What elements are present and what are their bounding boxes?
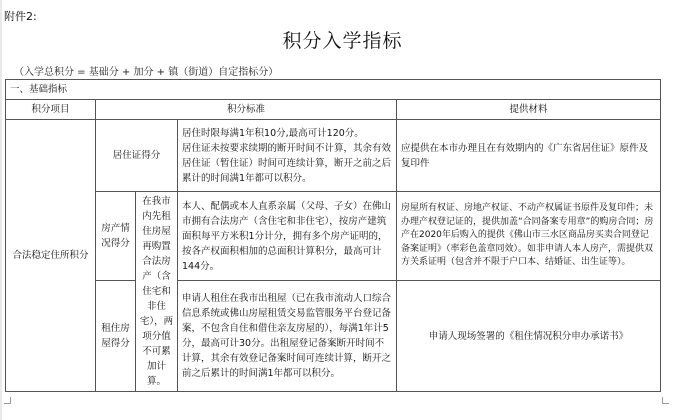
housing-standard: 本人、配偶或本人直系亲属（父母、子女）在佛山市拥有合法房产（含住宅和非住宅），按房产建筑面积每平方米积1分计分，拥有多个房产证明的，按各产权面积相加的总面积计算积分，最高可计144分。 bbox=[178, 192, 397, 281]
header-materials: 提供材料 bbox=[397, 100, 661, 120]
table-row bbox=[6, 281, 661, 392]
housing-note: 在我市内先租住房屋再购置合法房产（含住宅和非住宅），两项分值不可累加计算。 bbox=[136, 192, 178, 392]
residence-label: 居住证得分 bbox=[96, 120, 178, 192]
section-title: 一、基础指标 bbox=[6, 80, 661, 100]
section-row bbox=[6, 80, 661, 100]
page-edge bbox=[0, 0, 2, 420]
page-title: 积分入学指标 bbox=[282, 30, 403, 52]
housing-materials: 房屋所有权证、房地产权证、不动产权属证书原件及复印件；未办理产权登记证的，提供加盖“合同备案专用章”的购房合同；房产在2020年后购入的提供《佛山市三水区商品房买卖合同登记备案证明》（率彩色盖章同效）。如非申请人本人房产，需提供双方关系证明（包含并不限于户口本、结婚证、出生证等）。 bbox=[397, 192, 661, 281]
page-corner-mark bbox=[4, 397, 11, 404]
residence-standard: 居住时限每满1年积10分,最高可计120分。 居住证未按要求续期的断开时间不计算，其余有效居住证（暂住证）时间可连续计算，断开之前之后累计的时间满1年都可以积分。 bbox=[178, 120, 397, 192]
category-cell: 合法稳定住所积分 bbox=[6, 120, 96, 392]
header-item: 积分项目 bbox=[6, 100, 96, 120]
attachment-label: 附件2: bbox=[4, 10, 37, 23]
rental-materials: 申请人现场签署的《租住情况积分申办承诺书》 bbox=[397, 281, 661, 392]
residence-materials: 应提供在本市办理且在有效期内的《广东省居住证》原件及复印件 bbox=[397, 120, 661, 192]
formula-note: （入学总积分 = 基础分 + 加分 + 镇（街道）自定指标分） bbox=[14, 67, 279, 78]
table-row bbox=[6, 120, 661, 192]
rental-label: 租住房屋得分 bbox=[96, 281, 136, 392]
rental-standard: 申请人租住在我市出租屋（已在我市流动人口综合信息系统或佛山房屋租赁交易监管服务平台登记备案，不包含自住和借住亲友房屋的），每满1年计5分，最高可计30分。出租屋登记备案断开时间不计算，其余有效登记备案时间可连续计算，断开之前之后累计的时间满1年都可以积分。 bbox=[178, 281, 397, 392]
indicator-table bbox=[5, 79, 661, 392]
table-row bbox=[6, 192, 661, 281]
header-standard: 积分标准 bbox=[96, 100, 397, 120]
page-corner-mark bbox=[662, 397, 669, 404]
housing-label: 房产情况得分 bbox=[96, 192, 136, 281]
header-row bbox=[6, 100, 661, 120]
